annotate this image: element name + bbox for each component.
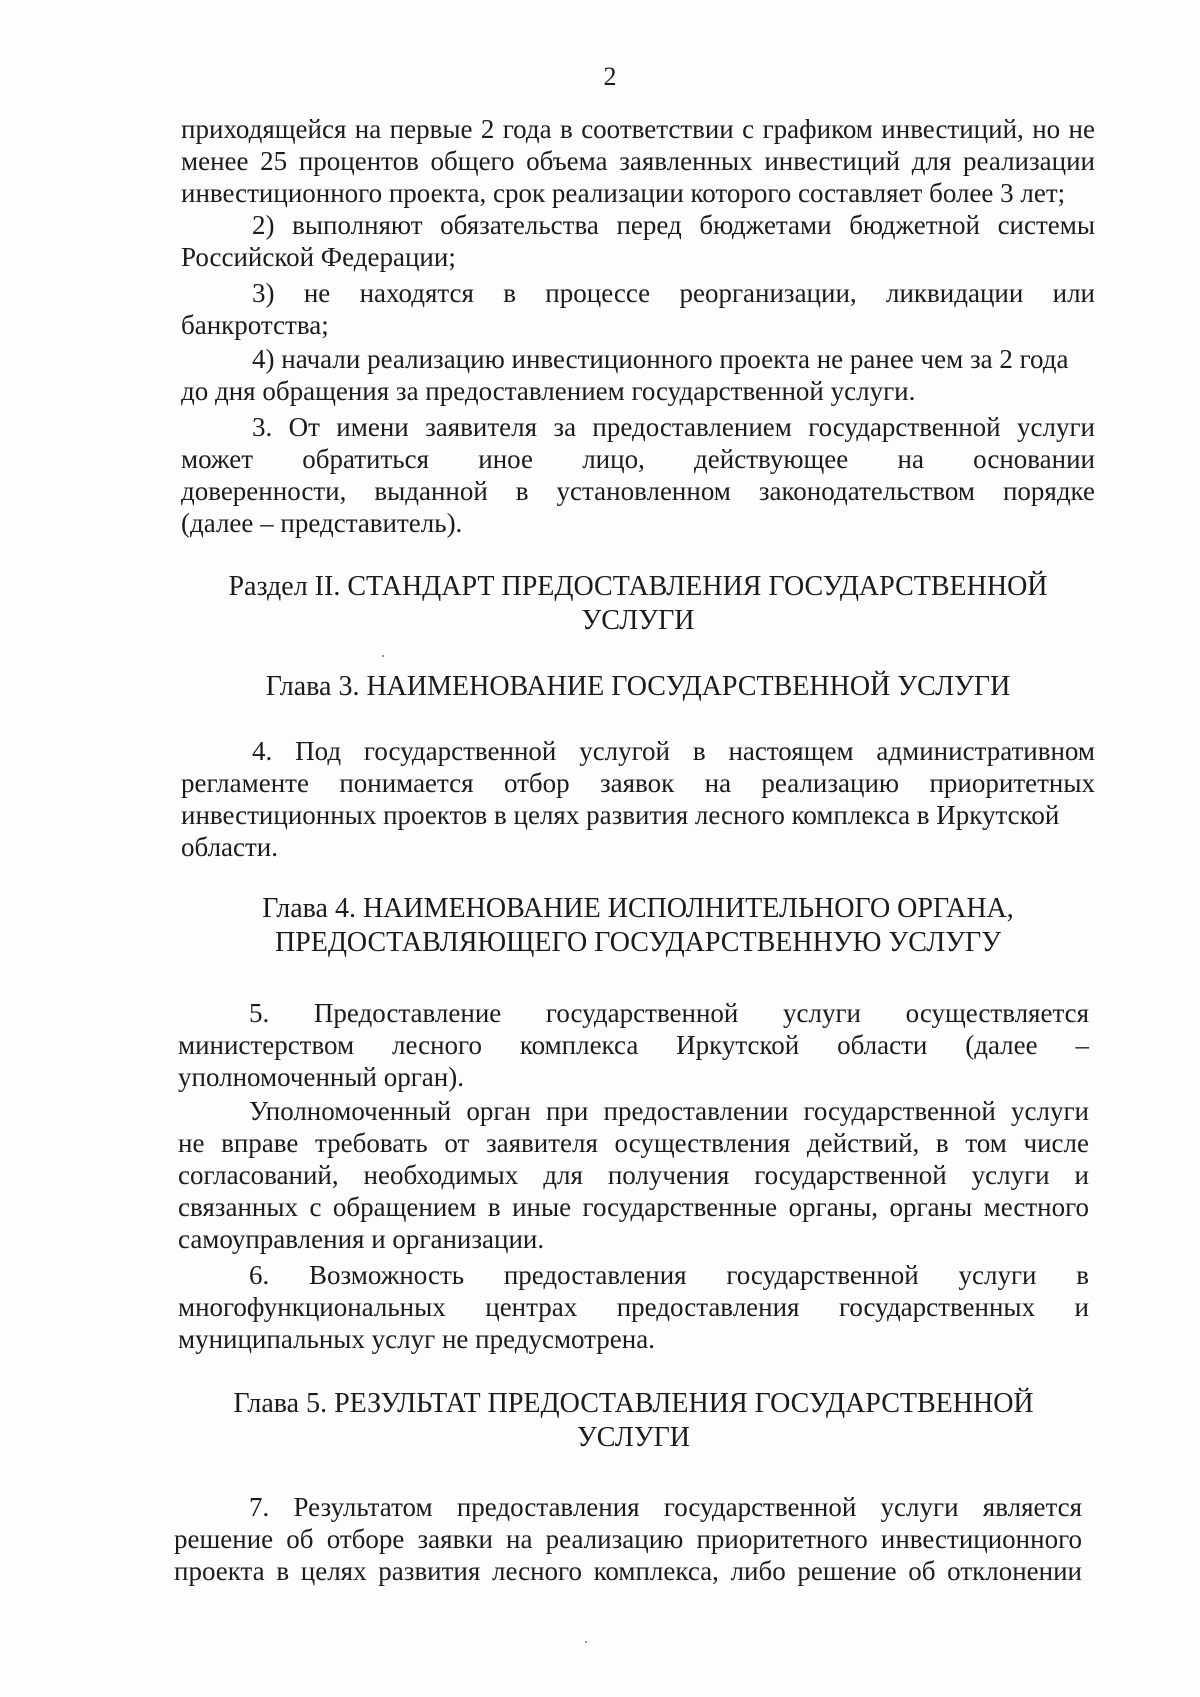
text-line: решение об отборе заявки на реализацию приоритетного инвестиционного: [174, 1524, 1082, 1554]
text-line: 4. Под государственной услугой в настоящем административном: [252, 736, 1095, 766]
scan-speck: [585, 1641, 587, 1643]
chapter-heading: Глава 5. РЕЗУЛЬТАТ ПРЕДОСТАВЛЕНИЯ ГОСУДАРСТВЕННОЙ: [233, 1388, 1034, 1419]
text-line: инвестиционного проекта, срок реализации которого составляет более 3 лет;: [181, 178, 1066, 208]
text-line: самоуправления и организации.: [178, 1224, 545, 1254]
text-line: уполномоченный орган).: [178, 1062, 464, 1092]
page-number: 2: [603, 62, 617, 91]
chapter-heading: Глава 3. НАИМЕНОВАНИЕ ГОСУДАРСТВЕННОЙ УСЛУГИ: [265, 671, 1011, 702]
chapter-heading: ПРЕДОСТАВЛЯЮЩЕГО ГОСУДАРСТВЕННУЮ УСЛУГУ: [274, 927, 1002, 958]
text-line: 2) выполняют обязательства перед бюджетами бюджетной системы: [252, 210, 1095, 240]
scan-speck: [382, 655, 384, 657]
text-line: инвестиционных проектов в целях развития лесного комплекса в Иркутской: [181, 800, 1060, 830]
text-line: 3. От имени заявителя за предоставлением государственной услуги: [252, 412, 1095, 442]
text-line: муниципальных услуг не предусмотрена.: [178, 1324, 655, 1354]
text-line: до дня обращения за предоставлением государственной услуги.: [181, 376, 916, 406]
text-line: области.: [181, 832, 279, 862]
text-line: Уполномоченный орган при предоставлении государственной услуги: [249, 1096, 1089, 1126]
text-line: многофункциональных центрах предоставления государственных и: [178, 1292, 1089, 1322]
text-line: 4) начали реализацию инвестиционного проекта не ранее чем за 2 года: [252, 344, 1069, 374]
text-line: приходящейся на первые 2 года в соответствии с графиком инвестиций, но не: [181, 114, 1095, 144]
text-line: проекта в целях развития лесного комплекса, либо решение об отклонении: [174, 1556, 1082, 1586]
section-heading: УСЛУГИ: [581, 605, 695, 636]
text-line: (далее – представитель).: [181, 508, 463, 538]
text-line: может обратиться иное лицо, действующее на основании: [181, 444, 1095, 474]
text-line: 6. Возможность предоставления государственной услуги в: [249, 1260, 1089, 1290]
text-line: Российской Федерации;: [181, 242, 456, 272]
text-line: согласований, необходимых для получения государственной услуги и: [178, 1160, 1089, 1190]
text-line: 3) не находятся в процессе реорганизации, ликвидации или: [252, 278, 1095, 308]
text-line: не вправе требовать от заявителя осуществления действий, в том числе: [178, 1128, 1089, 1158]
text-line: регламенте понимается отбор заявок на реализацию приоритетных: [181, 768, 1095, 798]
text-line: 7. Результатом предоставления государственной услуги является: [249, 1492, 1082, 1522]
text-line: менее 25 процентов общего объема заявленных инвестиций для реализации: [181, 146, 1095, 176]
text-line: министерством лесного комплекса Иркутской области (далее –: [178, 1030, 1089, 1060]
chapter-heading: УСЛУГИ: [576, 1422, 691, 1453]
text-line: 5. Предоставление государственной услуги осуществляется: [249, 998, 1089, 1028]
section-heading: Раздел II. СТАНДАРТ ПРЕДОСТАВЛЕНИЯ ГОСУДАРСТВЕННОЙ: [228, 571, 1048, 602]
text-line: доверенности, выданной в установленном законодательством порядке: [181, 476, 1095, 506]
text-line: связанных с обращением в иные государственные органы, органы местного: [178, 1192, 1089, 1222]
chapter-heading: Глава 4. НАИМЕНОВАНИЕ ИСПОЛНИТЕЛЬНОГО ОРГАНА,: [262, 893, 1014, 924]
text-line: банкротства;: [181, 310, 329, 340]
